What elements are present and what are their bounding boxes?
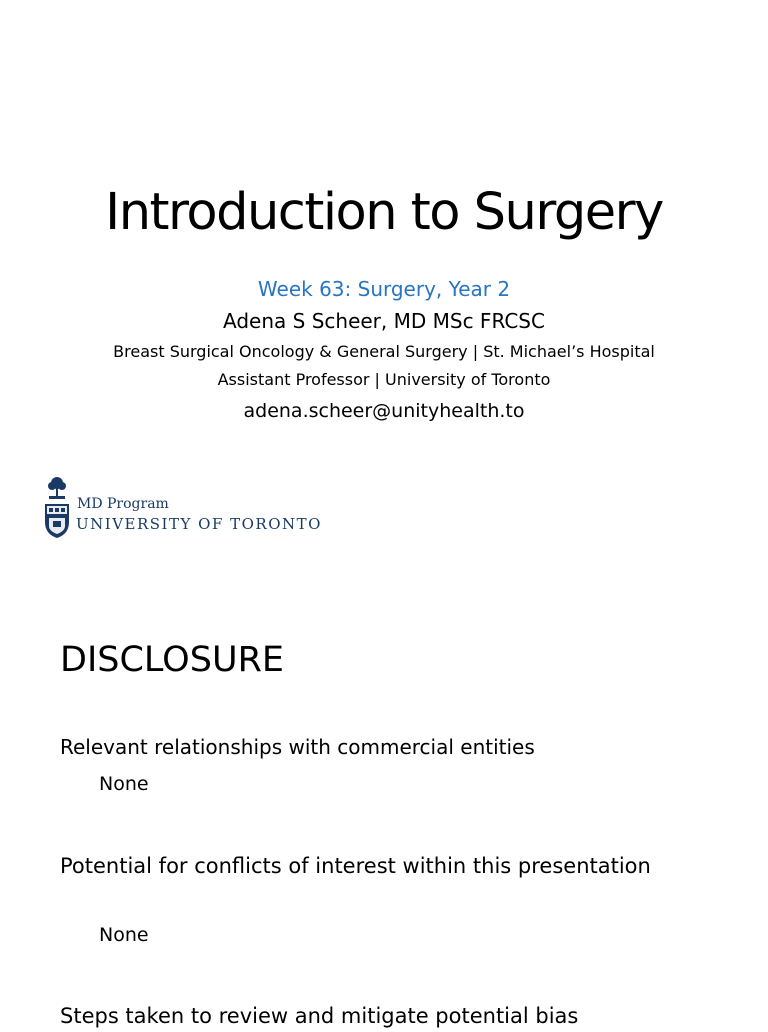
disclosure-item-heading: Relevant relationships with commercial entities: [60, 735, 535, 759]
logo-program-text: MD Program: [77, 496, 169, 512]
affiliation-hospital: Breast Surgical Oncology & General Surgery | St. Michael’s Hospital: [113, 342, 655, 361]
university-logo: [40, 472, 340, 546]
disclosure-item-heading: Potential for conflicts of interest within this presentation: [60, 854, 651, 878]
slide-title: Introduction to Surgery: [105, 183, 663, 242]
university-crest-icon: [43, 474, 71, 542]
disclosure-item-answer: None: [99, 924, 149, 946]
author-name: Adena S Scheer, MD MSc FRCSC: [223, 309, 545, 333]
disclosure-item-heading: Steps taken to review and mitigate potential bias: [60, 1004, 579, 1028]
disclosure-title: DISCLOSURE: [60, 640, 284, 680]
week-subtitle: Week 63: Surgery, Year 2: [257, 277, 511, 301]
logo-university-text: UNIVERSITY OF TORONTO: [76, 515, 322, 533]
disclosure-slide: [0, 600, 768, 1028]
disclosure-item-answer: None: [99, 773, 149, 795]
author-email: adena.scheer@unityhealth.to: [243, 400, 525, 422]
affiliation-university: Assistant Professor | University of Toronto: [217, 370, 551, 389]
